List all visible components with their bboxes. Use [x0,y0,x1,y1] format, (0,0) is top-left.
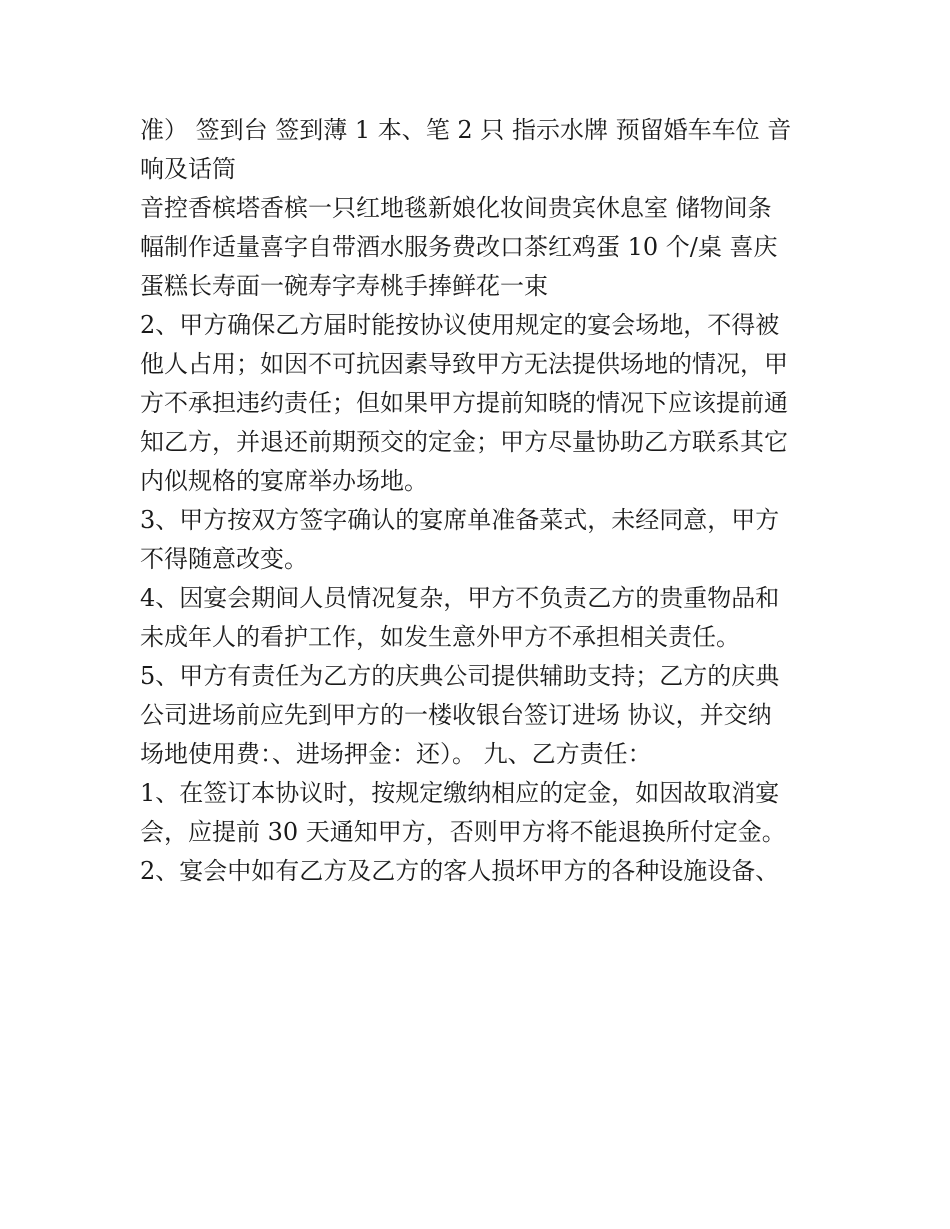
text-line: 2、甲方确保乙方届时能按协议使用规定的宴会场地，不得被 [140,311,780,339]
clause-3-menu [140,501,820,579]
text-line: 方不承担违约责任；但如果甲方提前知晓的情况下应该提前通 [140,389,788,417]
clause-2-venue [140,306,820,501]
text-line: 2、宴会中如有乙方及乙方的客人损坏甲方的各种设施设备、 [140,857,780,885]
text-line: 准） 签到台 签到薄 1 本、笔 2 只 指示水牌 预留婚车车位 音 [140,116,792,144]
text-line: 幅制作适量喜字自带酒水服务费改口茶红鸡蛋 10 个/桌 喜庆 [140,233,778,261]
text-line: 公司进场前应先到甲方的一楼收银台签订进场 协议，并交纳 [140,701,772,729]
text-line: 音控香槟塔香槟一只红地毯新娘化妆间贵宾休息室 储物间条 [140,194,772,222]
text-line: 会，应提前 30 天通知甲方，否则甲方将不能退换所付定金。 [140,818,786,846]
paragraph-equipment-list-1 [140,111,820,189]
text-line: 他人占用；如因不可抗因素导致甲方无法提供场地的情况，甲 [140,350,788,378]
party-b-clause-1-deposit [140,774,820,852]
clause-5-ceremony-company [140,657,820,774]
text-line: 响及话筒 [140,155,236,183]
text-line: 1、在签订本协议时，按规定缴纳相应的定金，如因故取消宴 [140,779,780,807]
text-line: 知乙方，并退还前期预交的定金；甲方尽量协助乙方联系其它 [140,428,788,456]
paragraph-equipment-list-2 [140,189,820,306]
text-line: 5、甲方有责任为乙方的庆典公司提供辅助支持；乙方的庆典 [140,662,780,690]
text-line: 未成年人的看护工作，如发生意外甲方不承担相关责任。 [140,623,740,651]
text-line: 4、因宴会期间人员情况复杂，甲方不负责乙方的贵重物品和 [140,584,780,612]
text-line: 3、甲方按双方签字确认的宴席单准备菜式，未经同意，甲方 [140,506,780,534]
text-line: 不得随意改变。 [140,545,308,573]
party-b-clause-2-damage [140,852,820,891]
text-line: 内似规格的宴席举办场地。 [140,467,428,495]
clause-4-valuables [140,579,820,657]
text-line: 蛋糕长寿面一碗寿字寿桃手捧鲜花一束 [140,272,548,300]
text-line: 场地使用费：、进场押金：还）。 九、乙方责任： [140,740,652,768]
document-body [140,111,820,891]
